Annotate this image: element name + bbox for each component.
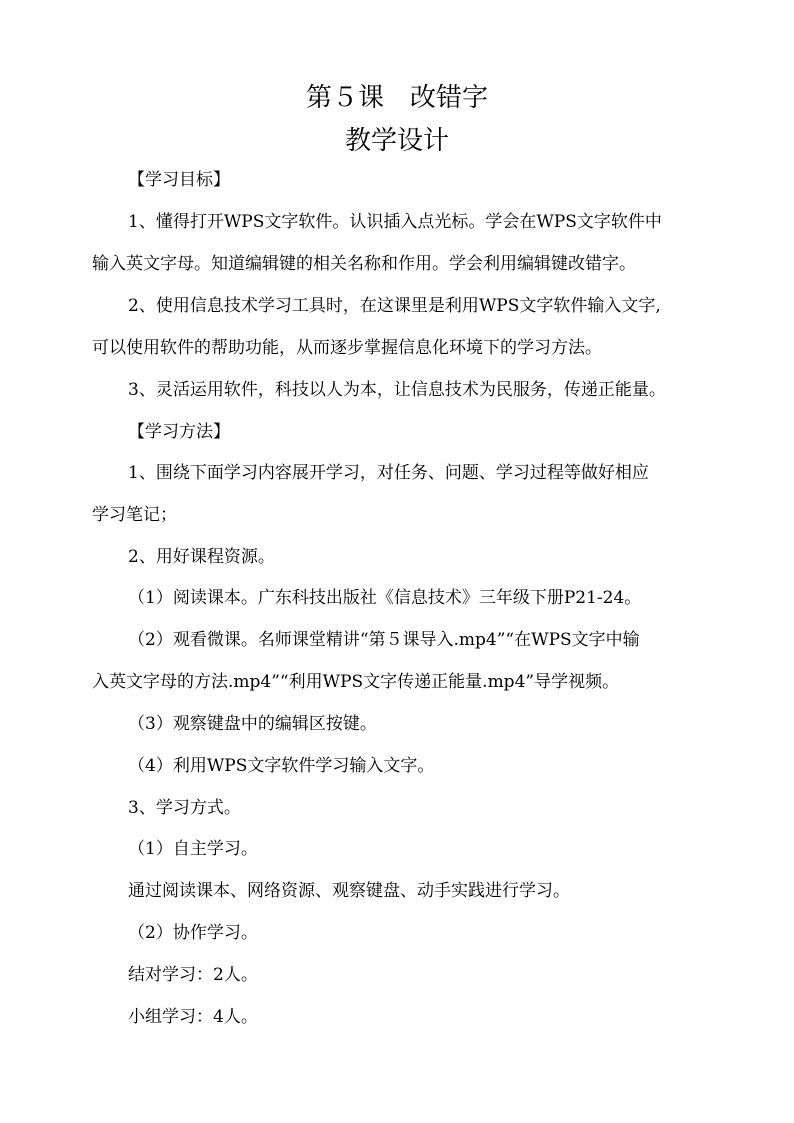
- paragraph-method-1-line-1: 1、围绕下面学习内容展开学习，对任务、问题、学习过程等做好相应: [128, 463, 649, 483]
- document-subtitle: 教学设计: [344, 126, 449, 156]
- paragraph-goal-3: 3、灵活运用软件，科技以人为本，让信息技术为民服务，传递正能量。: [128, 380, 666, 400]
- list-item-method-3-2-text-1: 结对学习：2人。: [128, 965, 258, 985]
- document-title: 第５课 改错字: [305, 83, 488, 113]
- list-item-method-3-1-text: 通过阅读课本、网络资源、观察键盘、动手实践进行学习。: [128, 881, 570, 901]
- list-item-method-2-3: （3）观察键盘中的编辑区按键。: [128, 714, 377, 734]
- list-item-method-2-4: （4）利用WPS文字软件学习输入文字。: [128, 756, 435, 776]
- list-item-method-3-1: （1）自主学习。: [128, 839, 258, 859]
- section-heading-goals: 【学习目标】: [128, 170, 230, 190]
- list-item-method-2-1: （1）阅读课本。广东科技出版社《信息技术》三年级下册P21-24。: [128, 588, 642, 608]
- paragraph-goal-2-line-2: 可以使用软件的帮助功能，从而逐步掌握信息化环境下的学习方法。: [92, 338, 602, 358]
- section-heading-methods: 【学习方法】: [128, 422, 230, 442]
- paragraph-method-1-line-2: 学习笔记；: [92, 505, 177, 525]
- paragraph-goal-1-line-2: 输入英文字母。知道编辑键的相关名称和作用。学会利用编辑键改错字。: [92, 254, 636, 274]
- list-item-method-2-2-line-1: （2）观看微课。名师课堂精讲“第５课导入.mp4”“在WPS文字中输: [128, 630, 640, 650]
- paragraph-method-3: 3、学习方式。: [128, 798, 241, 818]
- paragraph-method-2: 2、用好课程资源。: [128, 547, 275, 567]
- list-item-method-3-2-text-2: 小组学习：4人。: [128, 1007, 258, 1027]
- list-item-method-3-2: （2）协作学习。: [128, 923, 258, 943]
- paragraph-goal-2-line-1: 2、使用信息技术学习工具时，在这课里是利用WPS文字软件输入文字,: [128, 296, 661, 316]
- list-item-method-2-2-line-2: 入英文字母的方法.mp4”“利用WPS文字传递正能量.mp4”导学视频。: [92, 672, 620, 692]
- paragraph-goal-1-line-1: 1、懂得打开WPS文字软件。认识插入点光标。学会在WPS文字软件中: [128, 212, 662, 232]
